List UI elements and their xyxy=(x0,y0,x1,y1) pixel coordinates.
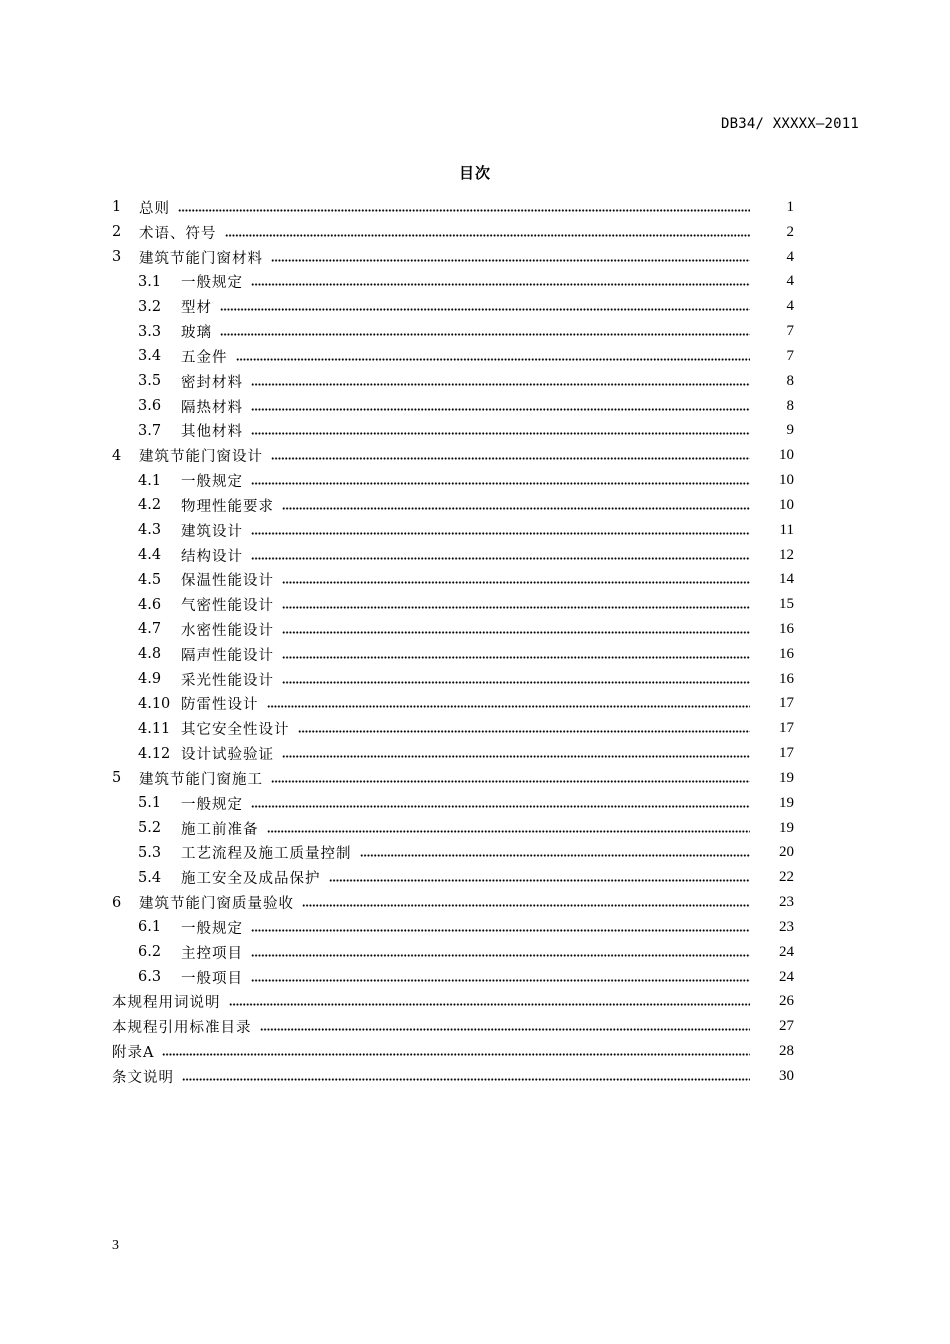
toc-entry[interactable] xyxy=(112,915,794,940)
toc-entry-page: 10 xyxy=(779,496,794,513)
toc-entry-title: 玻璃 xyxy=(181,325,212,342)
toc-entry[interactable] xyxy=(112,394,794,419)
toc-dot-leader xyxy=(271,780,750,783)
toc-entry-title: 主控项目 xyxy=(181,945,243,962)
toc-entry-page: 7 xyxy=(786,347,794,364)
toc-entry-page: 19 xyxy=(779,769,794,786)
toc-entry-page: 19 xyxy=(779,794,794,811)
toc-entry[interactable] xyxy=(112,841,794,866)
toc-entry[interactable] xyxy=(112,667,794,692)
toc-dot-leader xyxy=(298,730,751,733)
toc-entry-title: 附录A xyxy=(112,1045,155,1062)
toc-entry-title: 保温性能设计 xyxy=(181,573,274,590)
toc-entry-number: 5 xyxy=(112,770,122,787)
toc-entry-number: 4.5 xyxy=(138,571,162,588)
toc-entry-number: 4.3 xyxy=(138,522,162,539)
toc-entry-title: 建筑设计 xyxy=(181,523,243,540)
toc-entry-page: 24 xyxy=(779,968,794,985)
toc-entry-number: 3.7 xyxy=(138,422,162,439)
toc-entry[interactable] xyxy=(112,741,794,766)
toc-entry-title: 水密性能设计 xyxy=(181,622,274,639)
toc-entry-number: 6.1 xyxy=(138,919,162,936)
toc-entry-page: 4 xyxy=(786,273,794,290)
toc-entry-number: 4 xyxy=(112,447,122,464)
toc-entry-page: 24 xyxy=(779,943,794,960)
toc-entry[interactable] xyxy=(112,245,794,270)
toc-entry-page: 28 xyxy=(779,1043,794,1060)
toc-entry-number: 6.2 xyxy=(138,944,162,961)
toc-entry-title: 其他材料 xyxy=(181,424,243,441)
toc-entry-number: 5.2 xyxy=(138,820,162,837)
toc-dot-leader xyxy=(251,408,750,411)
toc-entry-title: 一般项目 xyxy=(181,970,243,987)
toc-entry-number: 4.7 xyxy=(138,621,162,638)
toc-entry-page: 23 xyxy=(779,894,794,911)
toc-dot-leader xyxy=(267,705,751,708)
toc-entry[interactable] xyxy=(112,195,794,220)
toc-entry-page: 14 xyxy=(779,571,794,588)
toc-entry[interactable] xyxy=(112,642,794,667)
toc-entry[interactable] xyxy=(112,791,794,816)
toc-entry-title: 本规程用词说明 xyxy=(112,995,221,1012)
toc-entry[interactable] xyxy=(112,965,794,990)
toc-entry[interactable] xyxy=(112,468,794,493)
toc-entry-title: 施工安全及成品保护 xyxy=(181,871,321,888)
toc-entry-page: 1 xyxy=(786,198,794,215)
toc-dot-leader xyxy=(220,333,750,336)
toc-entry-title: 防雷性设计 xyxy=(181,697,259,714)
toc-entry-title: 物理性能要求 xyxy=(181,498,274,515)
toc-entry-page: 10 xyxy=(779,447,794,464)
toc-entry-title: 五金件 xyxy=(181,349,228,366)
toc-entry-page: 23 xyxy=(779,918,794,935)
toc-entry-page: 7 xyxy=(786,323,794,340)
toc-entry-number: 3.6 xyxy=(138,398,162,415)
toc-entry-number: 4.4 xyxy=(138,547,162,563)
toc-entry[interactable] xyxy=(112,716,794,741)
toc-entry[interactable] xyxy=(112,518,794,543)
toc-entry[interactable] xyxy=(112,1014,794,1039)
toc-entry-page: 17 xyxy=(779,745,794,762)
toc-entry-title: 隔声性能设计 xyxy=(181,647,274,664)
toc-dot-leader xyxy=(260,1028,751,1031)
toc-entry-page: 22 xyxy=(779,869,794,886)
toc-dot-leader xyxy=(271,259,750,262)
toc-entry-title: 条文说明 xyxy=(112,1069,174,1086)
toc-entry[interactable] xyxy=(112,369,794,394)
toc-dot-leader xyxy=(282,631,750,634)
toc-entry-number: 6 xyxy=(112,894,122,911)
toc-entry[interactable] xyxy=(112,493,794,518)
toc-entry-title: 一般规定 xyxy=(181,920,243,937)
toc-entry-page: 11 xyxy=(779,521,794,538)
toc-entry-number: 3.3 xyxy=(138,323,162,340)
toc-entry-number: 4.2 xyxy=(138,497,162,514)
toc-entry[interactable] xyxy=(112,865,794,890)
toc-entry[interactable] xyxy=(112,543,794,568)
toc-dot-leader xyxy=(229,1003,751,1006)
toc-entry[interactable] xyxy=(112,220,794,245)
toc-dot-leader xyxy=(251,557,750,560)
toc-dot-leader xyxy=(251,283,750,286)
toc-entry-title: 工艺流程及施工质量控制 xyxy=(181,846,352,863)
page-number: 3 xyxy=(112,1238,119,1253)
toc-entry-page: 8 xyxy=(786,372,794,389)
toc-entry-number: 4.6 xyxy=(138,596,162,613)
toc-entry-number: 3.4 xyxy=(138,348,162,365)
toc-entry-title: 本规程引用标准目录 xyxy=(112,1020,252,1037)
toc-entry-number: 5.4 xyxy=(138,869,162,886)
toc-entry-page: 9 xyxy=(786,422,794,439)
toc-entry-page: 27 xyxy=(779,1018,794,1035)
toc-entry-page: 26 xyxy=(779,993,794,1010)
toc-entry[interactable] xyxy=(112,418,794,443)
toc-entry[interactable] xyxy=(112,344,794,369)
toc-entry[interactable] xyxy=(112,940,794,965)
toc-entry-page: 4 xyxy=(786,248,794,265)
toc-entry[interactable] xyxy=(112,269,794,294)
toc-dot-leader xyxy=(251,383,750,386)
toc-dot-leader xyxy=(251,979,750,982)
toc-entry-page: 10 xyxy=(779,472,794,489)
toc-entry-page: 17 xyxy=(779,720,794,737)
toc-entry-title: 建筑节能门窗设计 xyxy=(139,449,263,466)
toc-entry-page: 4 xyxy=(786,298,794,315)
toc-entry-title: 型材 xyxy=(181,300,212,317)
toc-entry-title: 建筑节能门窗材料 xyxy=(139,250,263,267)
toc-entry-title: 设计试验验证 xyxy=(181,747,274,764)
toc-entry-page: 16 xyxy=(779,620,794,637)
toc-entry[interactable] xyxy=(112,692,794,717)
toc-entry[interactable] xyxy=(112,816,794,841)
toc-entry-number: 3.2 xyxy=(138,298,162,315)
toc-entry-number: 1 xyxy=(112,199,122,216)
toc-entry[interactable] xyxy=(112,990,794,1015)
toc-dot-leader xyxy=(162,1053,750,1056)
toc-entry-number: 3.5 xyxy=(138,373,162,390)
toc-entry-number: 5.1 xyxy=(138,795,162,812)
toc-dot-leader xyxy=(251,532,750,535)
toc-entry[interactable] xyxy=(112,592,794,617)
table-of-contents xyxy=(112,195,794,1089)
toc-entry-number: 4.11 xyxy=(138,720,171,737)
toc-dot-leader xyxy=(282,507,750,510)
toc-entry-number: 4.9 xyxy=(138,671,162,688)
toc-entry-number: 5.3 xyxy=(138,844,162,861)
toc-entry-title: 其它安全性设计 xyxy=(181,722,290,739)
toc-entry-page: 12 xyxy=(779,546,794,563)
toc-entry-title: 气密性能设计 xyxy=(181,598,274,615)
toc-entry-title: 一般规定 xyxy=(181,474,243,491)
toc-entry[interactable] xyxy=(112,294,794,319)
toc-entry-number: 6.3 xyxy=(138,969,162,986)
toc-dot-leader xyxy=(251,929,750,932)
toc-entry-title: 结构设计 xyxy=(181,548,243,565)
toc-entry-page: 16 xyxy=(779,670,794,687)
toc-entry-page: 16 xyxy=(779,645,794,662)
toc-entry-page: 30 xyxy=(779,1067,794,1084)
toc-entry-title: 建筑节能门窗施工 xyxy=(139,771,263,788)
toc-dot-leader xyxy=(282,681,750,684)
toc-dot-leader xyxy=(251,954,750,957)
toc-dot-leader xyxy=(329,879,751,882)
toc-entry-title: 术语、符号 xyxy=(139,225,217,242)
toc-dot-leader xyxy=(225,234,751,237)
toc-entry-page: 19 xyxy=(779,819,794,836)
toc-entry-title: 一般规定 xyxy=(181,275,243,292)
toc-entry-title: 总则 xyxy=(139,200,170,217)
toc-entry-number: 2 xyxy=(112,224,122,241)
toc-entry-number: 4.8 xyxy=(138,646,162,663)
toc-entry-number: 4.12 xyxy=(138,745,171,762)
toc-entry-title: 施工前准备 xyxy=(181,821,259,838)
toc-dot-leader xyxy=(282,755,750,758)
toc-dot-leader xyxy=(271,457,750,460)
toc-dot-leader xyxy=(220,308,750,311)
toc-entry[interactable] xyxy=(112,443,794,468)
toc-entry-title: 密封材料 xyxy=(181,374,243,391)
toc-dot-leader xyxy=(182,1078,750,1081)
toc-dot-leader xyxy=(251,805,750,808)
toc-dot-leader xyxy=(302,904,750,907)
toc-dot-leader xyxy=(251,482,750,485)
toc-entry-number: 3.1 xyxy=(138,273,162,290)
toc-entry-title: 建筑节能门窗质量验收 xyxy=(139,896,294,913)
toc-entry[interactable] xyxy=(112,1039,794,1064)
toc-entry[interactable] xyxy=(112,319,794,344)
toc-dot-leader xyxy=(178,209,750,212)
toc-dot-leader xyxy=(282,656,750,659)
toc-dot-leader xyxy=(251,432,750,435)
toc-dot-leader xyxy=(282,581,750,584)
toc-entry-title: 隔热材料 xyxy=(181,399,243,416)
toc-entry[interactable] xyxy=(112,617,794,642)
toc-dot-leader xyxy=(282,606,750,609)
toc-entry-page: 2 xyxy=(786,223,794,240)
toc-entry[interactable] xyxy=(112,567,794,592)
toc-title: 目次 xyxy=(458,164,491,182)
toc-entry-number: 4.10 xyxy=(138,695,171,712)
document-code: DB34/ XXXXX—2011 xyxy=(720,116,859,132)
toc-dot-leader xyxy=(360,854,751,857)
toc-entry-title: 一般规定 xyxy=(181,796,243,813)
toc-entry-number: 4.1 xyxy=(138,472,162,489)
toc-entry-page: 15 xyxy=(779,596,794,613)
toc-entry[interactable] xyxy=(112,890,794,915)
toc-dot-leader xyxy=(267,830,751,833)
toc-entry[interactable] xyxy=(112,1064,794,1089)
toc-entry-page: 17 xyxy=(779,695,794,712)
toc-entry[interactable] xyxy=(112,766,794,791)
toc-entry-page: 8 xyxy=(786,397,794,414)
toc-entry-number: 3 xyxy=(112,249,122,266)
toc-dot-leader xyxy=(236,358,751,361)
toc-entry-title: 采光性能设计 xyxy=(181,672,274,689)
toc-entry-page: 20 xyxy=(779,844,794,861)
